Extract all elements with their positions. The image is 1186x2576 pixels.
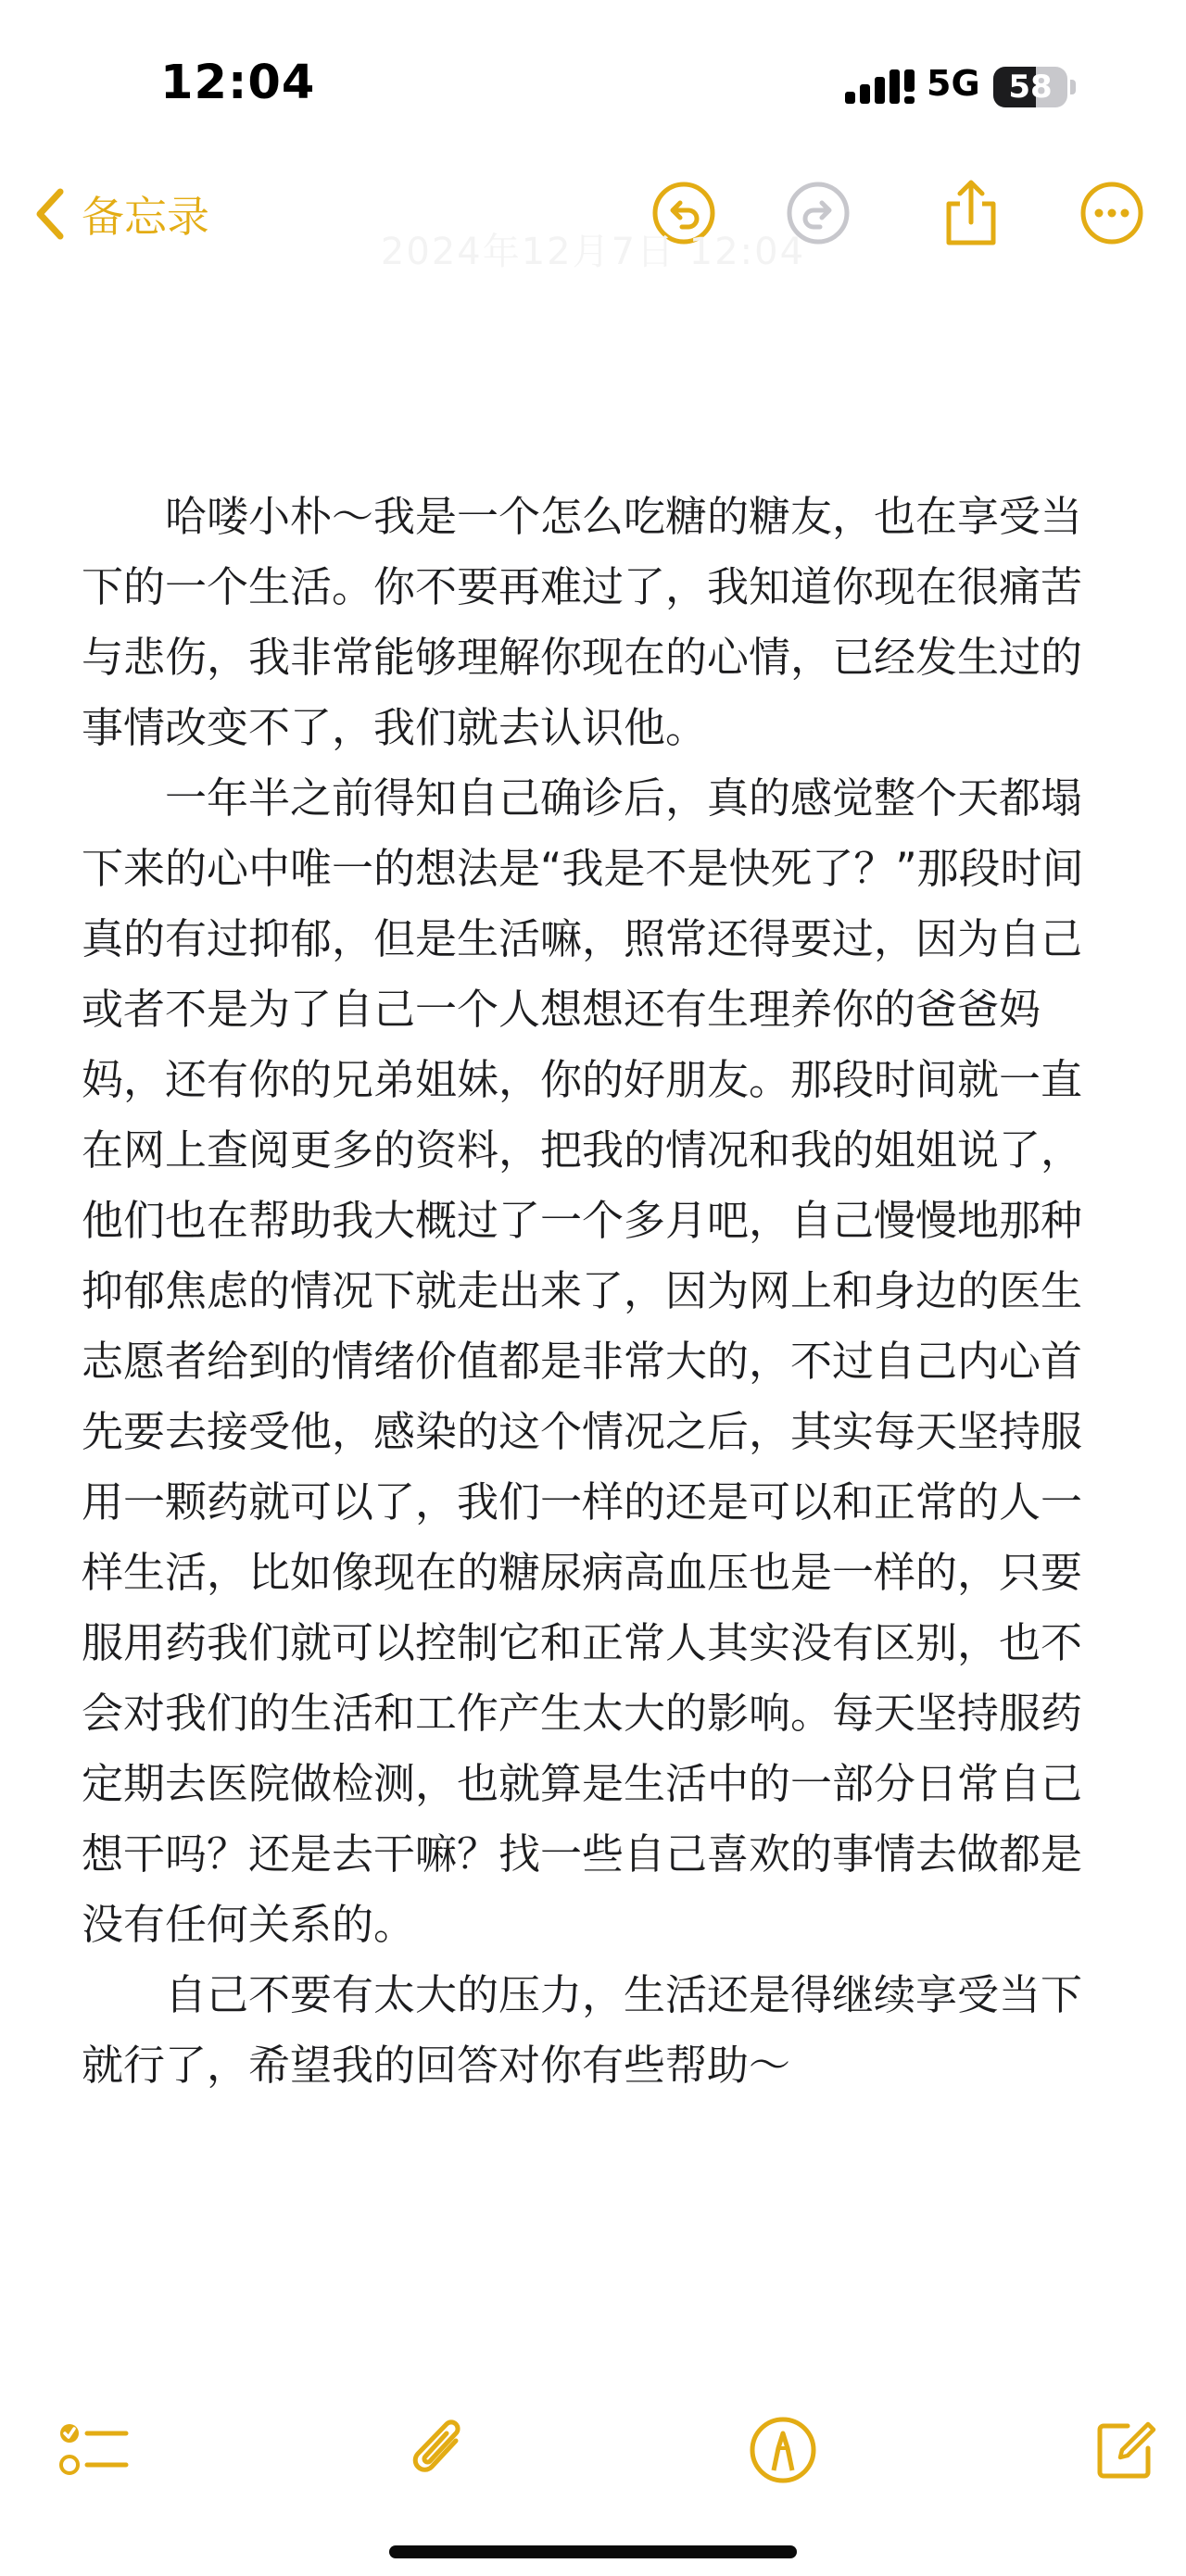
attachment-button[interactable] [398, 2408, 482, 2492]
cellular-signal-icon [845, 67, 917, 107]
battery-level: 58 [1008, 69, 1053, 106]
note-paragraph[interactable]: 哈喽小朴～我是一个怎么吃糖的糖友，也在享受当下的一个生活。你不要再难过了，我知道你现在很痛苦与悲伤，我非常能够理解你现在的心情，已经发生过的事情改变不了，我们就去认识他。 [82, 492, 1083, 752]
status-time: 12:04 [160, 56, 316, 110]
bottom-toolbar [0, 2408, 1186, 2492]
markup-button[interactable] [741, 2408, 825, 2492]
battery-icon [993, 67, 1077, 107]
markup-pen-icon [748, 2415, 818, 2485]
note-paragraph[interactable]: 自己不要有太大的压力，生活还是得继续享受当下就行了，希望我的回答对你有些帮助～ [82, 1970, 1083, 2090]
status-bar [0, 0, 1186, 167]
compose-icon [1092, 2417, 1159, 2483]
note-paragraph[interactable]: 一年半之前得知自己确诊后，真的感觉整个天都塌下来的心中唯一的想法是“我是不是快死了？”那段时间真的有过抑郁，但是生活嘛，照常还得要过，因为自己或者不是为了自己一个人想想还有生理养你的爸爸妈妈，还有你的兄弟姐妹，你的好朋友。那段时间就一直在网上查阅更多的资料，把我的情况和我的姐姐说了，他们也在帮助我大概过了一个多月吧，自己慢慢地那种抑郁焦虑的情况下就走出来了，因为网上和身边的医生志愿者给到的情绪价值都是非常大的，不过自己内心首先要去接受他，感染的这个情况之后，其实每天坚持服用一颗药就可以了，我们一样的还是可以和正常的人一样生活，比如像现在的糖尿病高血压也是一样的，只要服用药我们就可以控制它和正常人其实没有区别，也不会对我们的生活和工作产生太大的影响。每天坚持服药定期去医院做检测，也就算是生活中的一部分日常自己想干吗？还是去干嘛？找一些自己喜欢的事情去做都是没有任何关系的。 [82, 773, 1084, 1949]
home-indicator[interactable] [389, 2545, 797, 2558]
checklist-button[interactable] [53, 2408, 136, 2492]
note-date: 2024年12月7日 12:04 [380, 231, 806, 273]
compose-button[interactable] [1084, 2408, 1167, 2492]
paperclip-icon [408, 2413, 473, 2487]
network-type: 5G [927, 63, 980, 104]
checklist-icon [59, 2418, 130, 2482]
note-body[interactable] [82, 482, 1119, 2101]
back-button-label: 备忘录 [82, 192, 209, 242]
